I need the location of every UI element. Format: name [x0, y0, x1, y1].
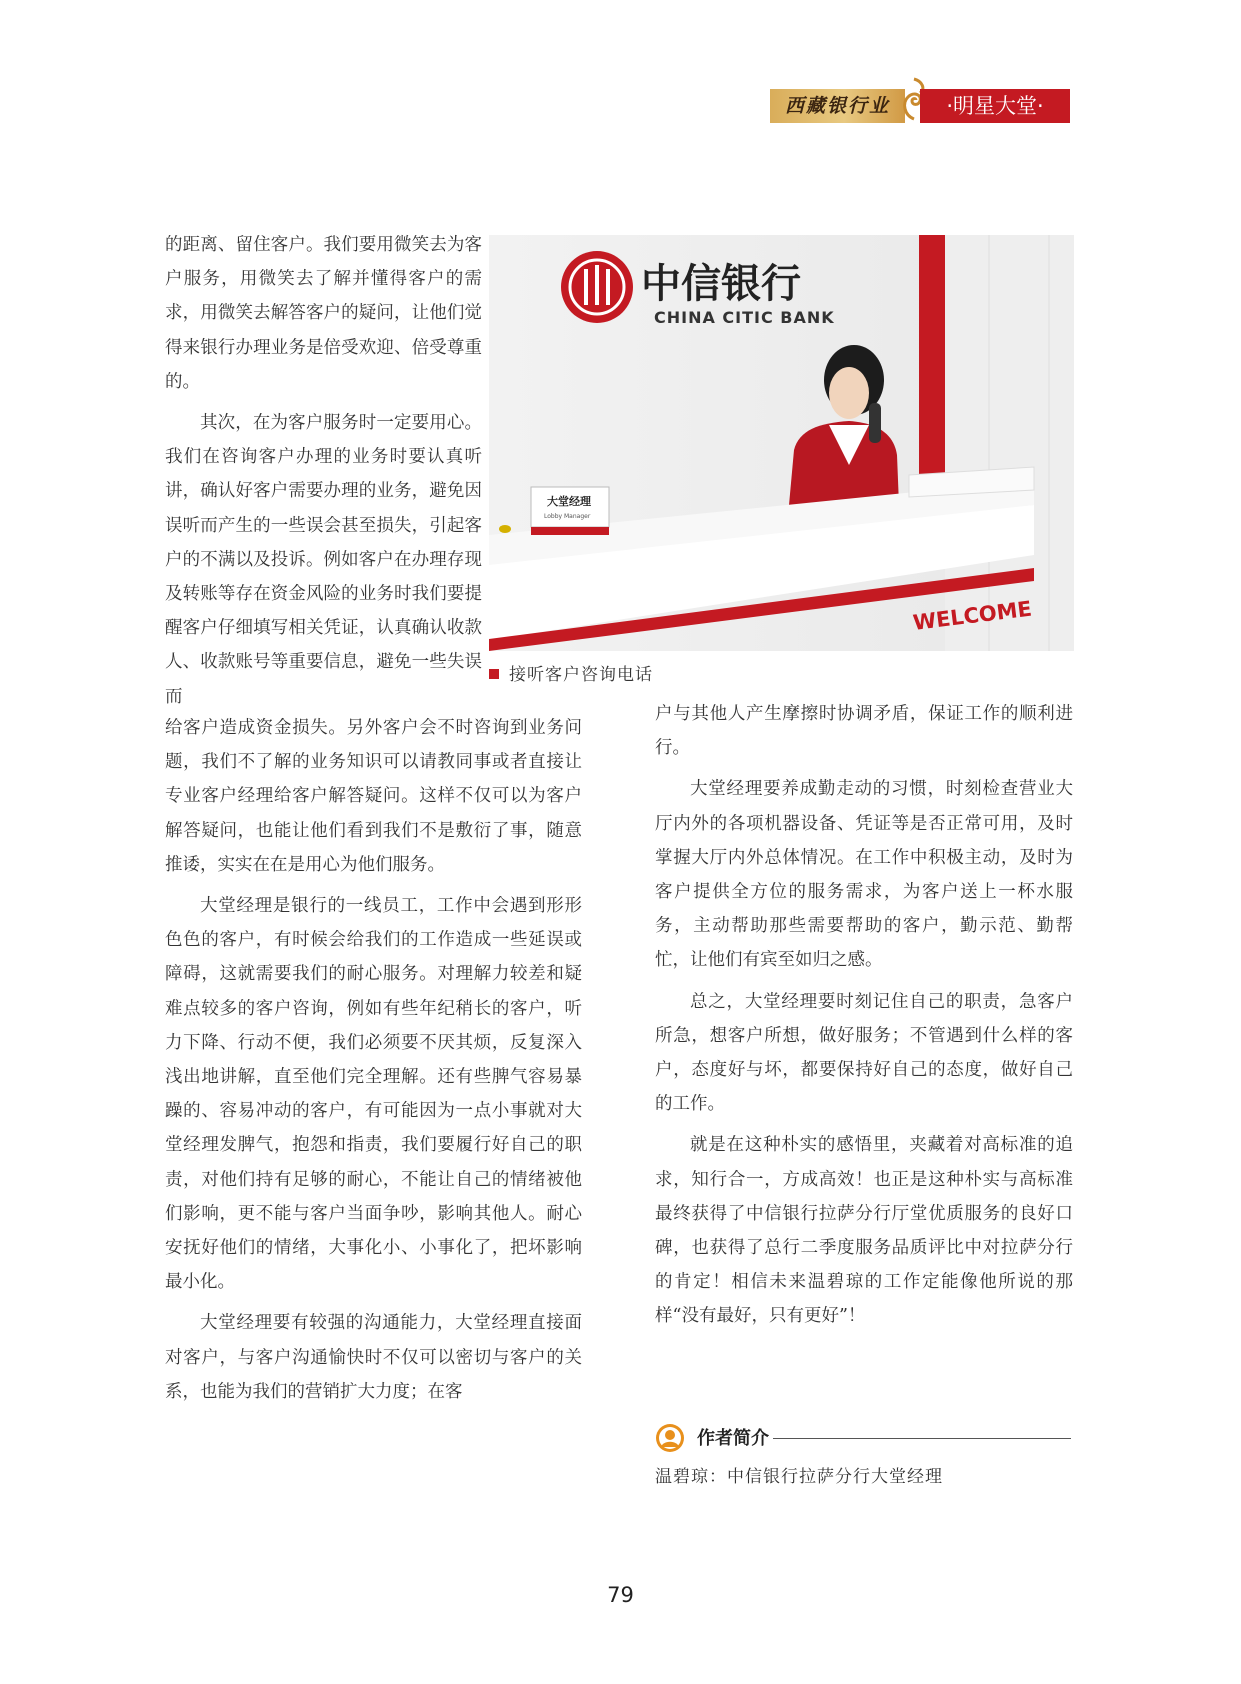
publication-name: 西藏银行业: [770, 89, 905, 123]
bank-name-en: CHINA CITIC BANK: [654, 308, 835, 327]
photo-caption: [489, 660, 653, 685]
paragraph: 大堂经理是银行的一线员工，工作中会遇到形形色色的客户，有时候会给我们的工作造成一些延误或障碍，这就需要我们的耐心服务。对理解力较差和疑难点较多的客户咨询，例如有些年纪稍长的客户，听力下降、行动不便，我们必须要不厌其烦，反复深入浅出地讲解，直至他们完全理解。还有些脾气容易暴躁的、容易冲动的客户，有可能因为一点小事就对大堂经理发脾气，抱怨和指责，我们要履行好自己的职责，对他们持有足够的耐心，不能让自己的情绪被他们影响，更不能与客户当面争吵，影响其他人。耐心安抚好他们的情绪，大事化小、小事化了，把坏影响最小化。: [165, 896, 582, 1293]
paragraph: 给客户造成资金损失。另外客户会不时咨询到业务问题，我们不了解的业务知识可以请教同事或者直接让专业客户经理给客户解答疑问。这样不仅可以为客户解答疑问，也能让他们看到我们不是敷衍了事，随意推诿，实实在在是用心为他们服务。: [165, 718, 582, 875]
paragraph: 其次，在为客户服务时一定要用心。我们在咨询客户办理的业务时要认真听讲，确认好客户需要办理的业务，避免因误听而产生的一些误会甚至损失，引起客户的不满以及投诉。例如客户在办理存现及转账等存在资金风险的业务时我们要提醒客户仔细填写相关凭证，认真确认收款人、收款账号等重要信息，避免一些失误而: [165, 413, 482, 707]
paragraph: 大堂经理要养成勤走动的习惯，时刻检查营业大厅内外的各项机器设备、凭证等是否正常可用，及时掌握大厅内外总体情况。在工作中积极主动，及时为客户提供全方位的服务需求，为客户送上一杯水服务，主动帮助那些需要帮助的客户，勤示范、勤帮忙，让他们有宾至如归之感。: [655, 779, 1073, 971]
caption-text: 接听客户咨询电话: [509, 665, 653, 685]
paragraph: 户与其他人产生摩擦时协调矛盾，保证工作的顺利进行。: [655, 704, 1073, 759]
left-column-top: [165, 228, 482, 721]
paragraph: 大堂经理要有较强的沟通能力，大堂经理直接面对客户，与客户沟通愉快时不仅可以密切与客户的关系，也能为我们的营销扩大力度；在客: [165, 1313, 582, 1402]
desk-sign-title: 大堂经理: [547, 495, 591, 508]
author-icon: [655, 1423, 685, 1453]
page-number: 79: [607, 1583, 634, 1607]
welcome-text: WELCOME: [911, 596, 1034, 635]
caption-marker-icon: [489, 669, 499, 679]
bank-name-cn: 中信银行: [641, 261, 801, 307]
desk-sign-subtitle: Lobby Manager: [544, 513, 591, 520]
citic-logo-icon: [561, 251, 633, 323]
desk-sign: [531, 487, 609, 535]
article-photo: [489, 235, 1074, 651]
right-column: [655, 697, 1073, 1341]
author-heading-text: 作者简介: [697, 1428, 769, 1449]
author-heading: [655, 1422, 1073, 1454]
author-bio: 温碧琼：中信银行拉萨分行大堂经理: [655, 1467, 943, 1487]
left-column-bottom: [165, 711, 582, 1416]
section-header-badge: [770, 89, 1070, 123]
paragraph: 就是在这种朴实的感悟里，夹藏着对高标准的追求，知行合一，方成高效！也正是这种朴实与高标准最终获得了中信银行拉萨分行厅堂优质服务的良好口碑，也获得了总行二季度服务品质评比中对拉萨分行的肯定！相信未来温碧琼的工作定能像他所说的那样“没有最好，只有更好”！: [655, 1135, 1073, 1327]
divider: [773, 1438, 1071, 1439]
paragraph: 总之，大堂经理要时刻记住自己的职责，急客户所急，想客户所想，做好服务；不管遇到什么样的客户，态度好与坏，都要保持好自己的态度，做好自己的工作。: [655, 991, 1073, 1115]
section-name: ·明星大堂·: [920, 89, 1070, 123]
paragraph: 的距离、留住客户。我们要用微笑去为客户服务，用微笑去了解并懂得客户的需求，用微笑去解答客户的疑问，让他们觉得来银行办理业务是倍受欢迎、倍受尊重的。: [165, 235, 482, 392]
